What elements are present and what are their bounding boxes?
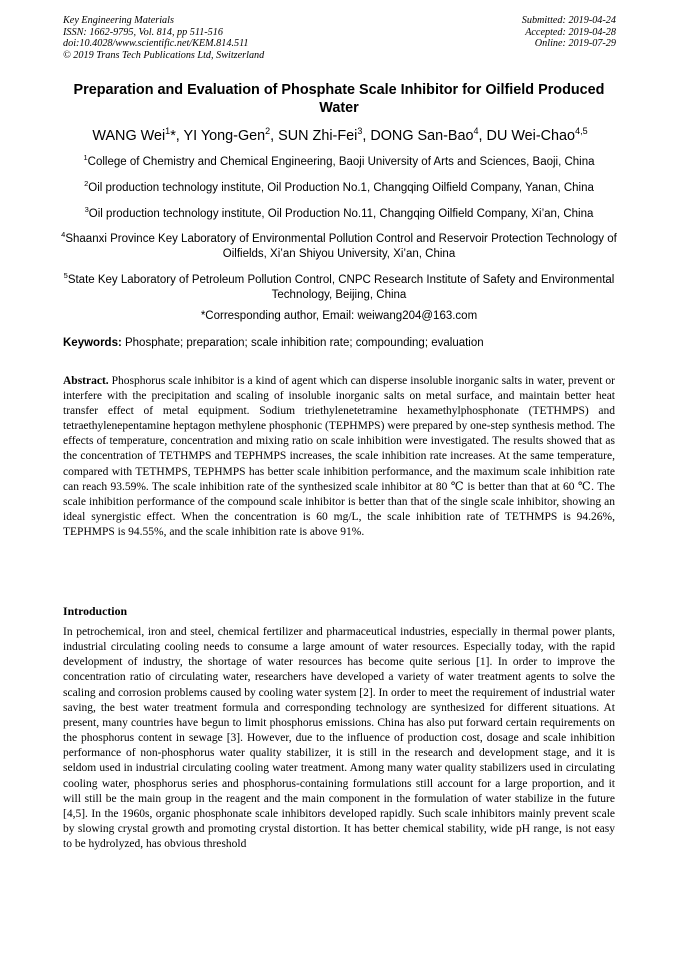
submitted-date: Submitted: 2019-04-24	[521, 15, 616, 26]
author-separator: ,	[270, 127, 279, 144]
affiliation	[60, 227, 618, 262]
affiliation-list	[60, 150, 618, 330]
author-affil-sup: 4	[473, 126, 479, 136]
affiliation	[60, 176, 618, 196]
author-list	[40, 122, 640, 145]
author-separator: ,	[362, 127, 371, 144]
affiliation	[60, 150, 618, 170]
paper-title: Preparation and Evaluation of Phosphate Scale Inhibitor for Oilfield Produced Water	[73, 82, 605, 116]
abstract-label: Abstract.	[63, 375, 109, 387]
author-affil-sup: 4,5	[575, 126, 588, 136]
corresponding-author: *Corresponding author, Email: weiwang204@163.com	[200, 310, 478, 323]
author-name: WANG Wei	[92, 127, 166, 144]
author-name: DU Wei-Chao	[486, 127, 576, 144]
journal-copyright: © 2019 Trans Tech Publications Ltd, Switzerland	[63, 49, 265, 61]
affiliation-number: 2	[84, 178, 89, 188]
author-separator: *,	[170, 127, 184, 144]
author-affil-sup: 1	[165, 126, 171, 136]
affiliation-number: 3	[84, 204, 89, 214]
journal-issn: ISSN: 1662-9795, Vol. 814, pp 511-516	[63, 26, 223, 38]
journal-name: Key Engineering Materials	[63, 15, 174, 26]
online-date: Online: 2019-07-29	[534, 38, 616, 50]
affiliation-number: 1	[83, 153, 88, 162]
author-name: YI Yong-Gen	[183, 127, 266, 144]
journal-doi: doi:10.4028/www.scientific.net/KEM.814.511	[63, 38, 249, 50]
accepted-date: Accepted: 2019-04-28	[525, 26, 616, 38]
abstract-text: Phosphorus scale inhibitor is a kind of agent which can disperse insoluble inorganic salts in water, prevent or interfere with the precipitation and scaling of insoluble inorganic salts on metal surface, and maintain better heat transfer effect of metal equipment. Sodium triethylenetetramine hexamethylphosphonate (TETHMPS) and tetraethylenepentamine heptagon methylene phosphonic (TEPHMPS) were prepared by one-step synthesis method. The effects of temperature, concentration and mixing ratio on scale inhibition were investigated. The results showed that as the concentration of TETHMPS and TEPHMPS increases, the scale inhibition rate increases. At the same temperature, compared with TETHMPS, TEPHMPS has better scale inhibition performance, and the maximum scale inhibition rate can reach 93.59%. The scale inhibition rate of the synthesized scale inhibitor at 80 ℃ is better than that at 60 ℃. The scale inhibition performance of the compound scale inhibitor is better than that of the single scale inhibitor, showing an ideal synergistic effect. When the concentration is 60 mg/L, the scale inhibition rate of TETHMPS is 94.26%, TEPHMPS is 94.55%, and the scale inhibition rate is above 91%.	[63, 375, 615, 538]
affiliation-number: 4	[61, 230, 66, 240]
section-heading-introduction: Introduction	[63, 604, 128, 618]
affiliation-text: Oil production technology institute, Oil Production No.1, Changqing Oilfield Company, Yanan, China	[88, 181, 594, 194]
affiliation-text: Oil production technology institute, Oil Production No.11, Changqing Oilfield Company, Xi’an, China	[88, 207, 594, 220]
author-affil-sup: 2	[265, 126, 271, 136]
introduction-body: In petrochemical, iron and steel, chemical fertilizer and pharmaceutical industries, especially in thermal power plants, industrial circulating cooling needs to consume a large amount of water resources. Especially today, with the rapid development of industry, the shortage of water resources has become quite serious [1]. In order to improve the concentration ratio of circulating water, researchers have developed a variety of water treatment agents to solve the scaling and corrosion problems caused by cooling water system [2]. In order to meet the requirement of industrial water saving, the best water treatment formula and corresponding technology are synthesized for different situations. At present, many countries have begun to limit phosphorus emissions. China has also put forward certain requirements on the phosphorus content in sewage [3]. However, due to the influence of production cost, dosage and scale inhibition performance of non-phosphorus water quality stabilizer, it is still in the research and development stage, and it is seldom used in industrial circulating cooling water treatment. Among many water quality stabilizers used in circulating cooling water, phosphorus series and phosphorus-containing formulations still account for a large proportion, and it will still be the main group in the reagent and the main component in the formulation of water stabilize in the future [4,5]. In the 1960s, organic phosphonate scale inhibitors developed rapidly. Such scale inhibitors mainly prevent scale by slowing crystal growth and promoting crystal distortion. It has better chemical stability, wide pH range, is not easy to be hydrolyzed, has obvious threshold	[63, 626, 615, 851]
affiliation-number: 5	[63, 271, 68, 281]
abstract	[63, 374, 615, 540]
affiliation-text: Shaanxi Province Key Laboratory of Environmental Pollution Control and Reservoir Protection Technology of Oilfields, Xi’an Shiyou University, Xi’an, China	[65, 233, 617, 261]
keywords-label: Keywords:	[63, 337, 122, 349]
author-affil-sup: 3	[357, 126, 363, 136]
submission-dates	[356, 15, 616, 50]
keywords	[63, 336, 623, 351]
affiliation-text: College of Chemistry and Chemical Engineering, Baoji University of Arts and Sciences, Baoji, China	[87, 155, 595, 168]
journal-info	[63, 15, 363, 61]
author-name: SUN Zhi-Fei	[278, 127, 358, 144]
affiliation	[60, 268, 618, 303]
affiliation-text: State Key Laboratory of Petroleum Pollution Control, CNPC Research Institute of Safety and Environmental Technology, Beijing, China	[67, 274, 615, 302]
author-name: DONG San-Bao	[370, 127, 474, 144]
keywords-text: Phosphate; preparation; scale inhibition rate; compounding; evaluation	[121, 337, 484, 349]
affiliation	[60, 202, 618, 222]
author-separator: ,	[478, 127, 487, 144]
